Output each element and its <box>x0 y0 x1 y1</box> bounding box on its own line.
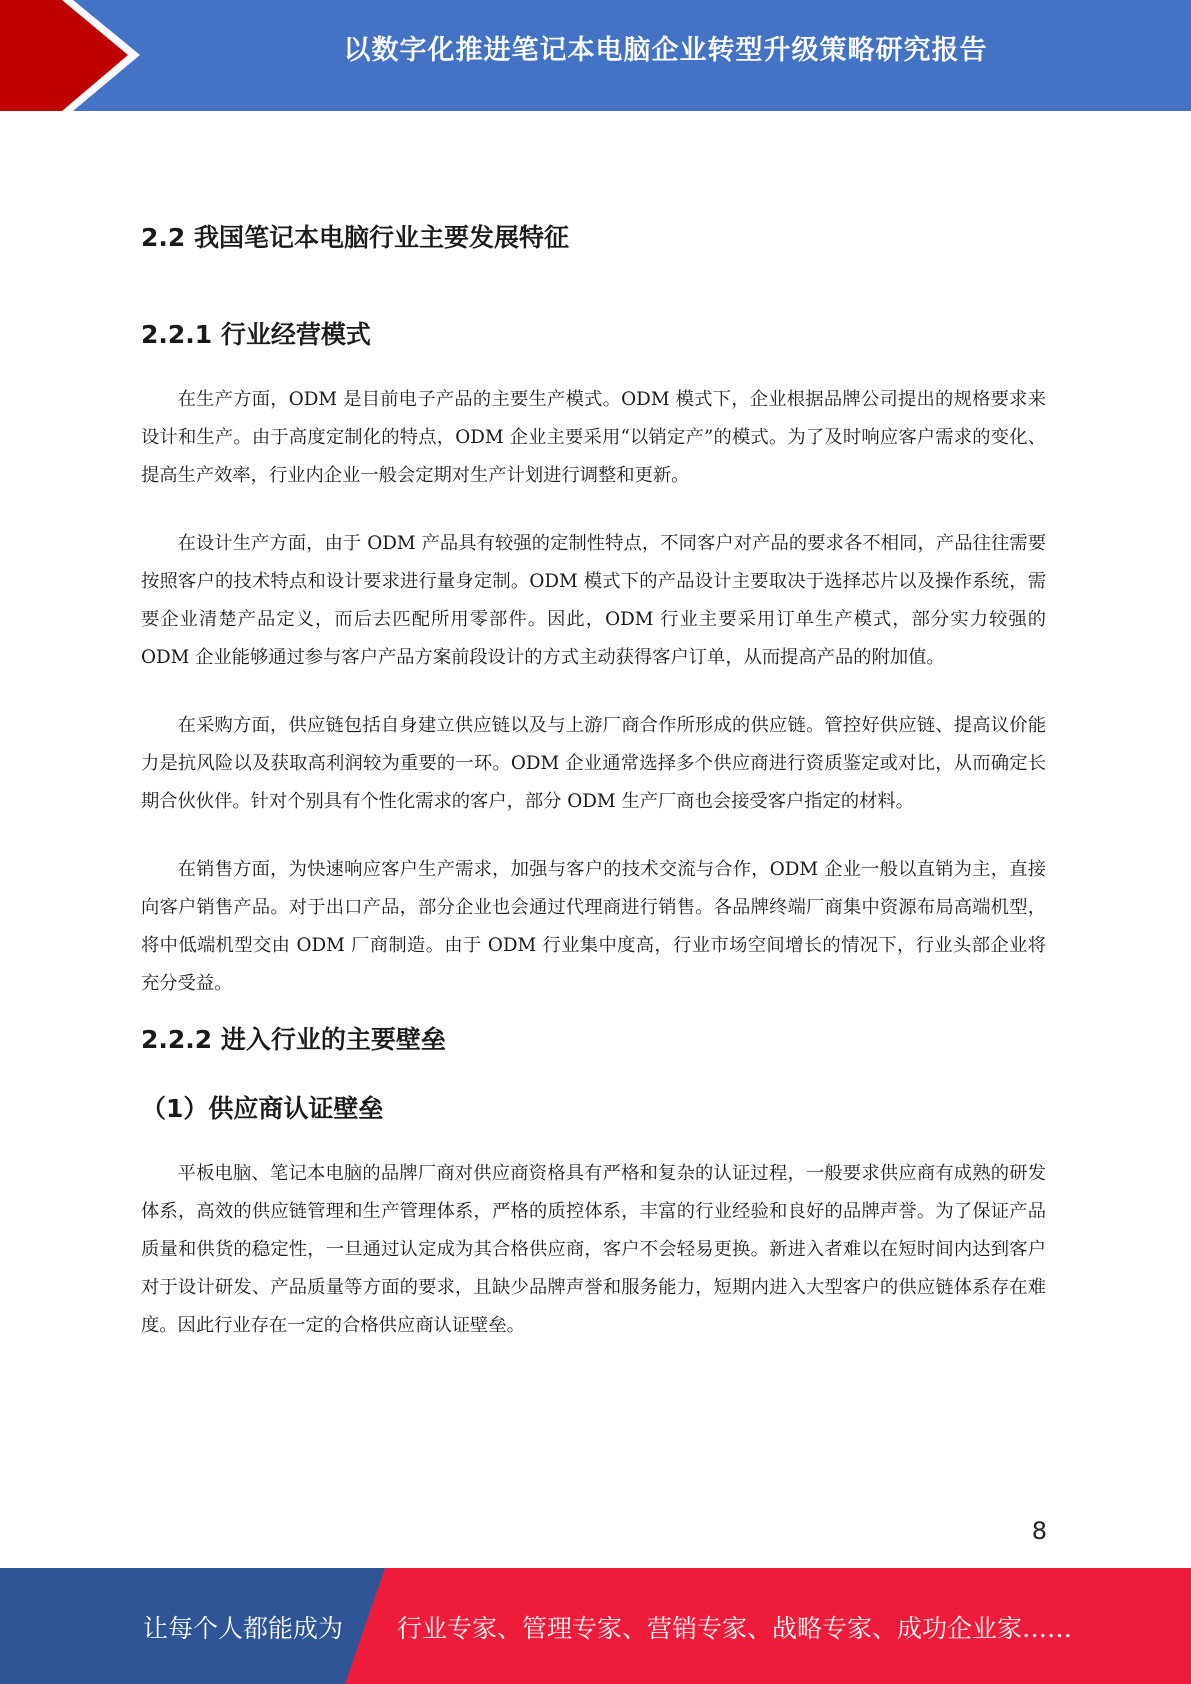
footer-slogan-right: 行业专家、管理专家、营销专家、战略专家、成功企业家…… <box>397 1614 1073 1643</box>
paragraph-procurement: 在采购方面，供应链包括自身建立供应链以及与上游厂商合作所形成的供应链。管控好供应链、提高议价能力是抗风险以及获取高利润较为重要的一环。ODM 企业通常选择多个供应商进行资质鉴定或对比，从而确定长期合伙伙伴。针对个别具有个性化需求的客户，部分 ODM 生产厂商也会接受客户指定的材料。 <box>141 715 1046 812</box>
header-chevron-decoration <box>0 0 160 111</box>
document-body <box>141 215 1046 1375</box>
footer-slogan-left: 让每个人都能成为 <box>143 1614 344 1643</box>
paragraph-production: 在生产方面，ODM 是目前电子产品的主要生产模式。ODM 模式下，企业根据品牌公司提出的规格要求来设计和生产。由于高度定制化的特点，ODM 企业主要采用“以销定产”的模式。为了及时响应客户需求的变化、提高生产效率，行业内企业一般会定期对生产计划进行调整和更新。 <box>141 389 1046 486</box>
subsection-heading-entry-barriers: 2.2.2 进入行业的主要壁垒 <box>141 1025 446 1054</box>
paragraph-sales: 在销售方面，为快速响应客户生产需求，加强与客户的技术交流与合作，ODM 企业一般以直销为主，直接向客户销售产品。对于出口产品，部分企业也会通过代理商进行销售。各品牌终端厂商集中资源布局高端机型，将中低端机型交由 ODM 厂商制造。由于 ODM 行业集中度高，行业市场空间增长的情况下，行业头部企业将充分受益。 <box>141 859 1046 994</box>
footer-banner <box>0 1568 1191 1684</box>
paragraph-supplier-certification: 平板电脑、笔记本电脑的品牌厂商对供应商资格具有严格和复杂的认证过程，一般要求供应商有成熟的研发体系，高效的供应链管理和生产管理体系，严格的质控体系，丰富的行业经验和良好的品牌声誉。为了保证产品质量和供货的稳定性，一旦通过认定成为其合格供应商，客户不会轻易更换。新进入者难以在短时间内达到客户对于设计研发、产品质量等方面的要求，且缺少品牌声誉和服务能力，短期内进入大型客户的供应链体系存在难度。因此行业存在一定的合格供应商认证壁垒。 <box>141 1163 1046 1336</box>
header-banner <box>0 0 1191 111</box>
page-number: 8 <box>1031 1517 1047 1545</box>
item-heading-supplier-certification: （1）供应商认证壁垒 <box>141 1094 384 1123</box>
paragraph-design-production: 在设计生产方面，由于 ODM 产品具有较强的定制性特点，不同客户对产品的要求各不相同，产品往往需要按照客户的技术特点和设计要求进行量身定制。ODM 模式下的产品设计主要取决于选择芯片以及操作系统，需要企业清楚产品定义，而后去匹配所用零部件。因此，ODM 行业主要采用订单生产模式，部分实力较强的 ODM 企业能够通过参与客户产品方案前段设计的方式主动获得客户订单，从而提高产品的附加值。 <box>141 533 1046 668</box>
report-title: 以数字化推进笔记本电脑企业转型升级策略研究报告 <box>343 35 988 66</box>
section-heading: 2.2 我国笔记本电脑行业主要发展特征 <box>141 223 569 252</box>
subsection-heading-operating-model: 2.2.1 行业经营模式 <box>141 320 371 349</box>
